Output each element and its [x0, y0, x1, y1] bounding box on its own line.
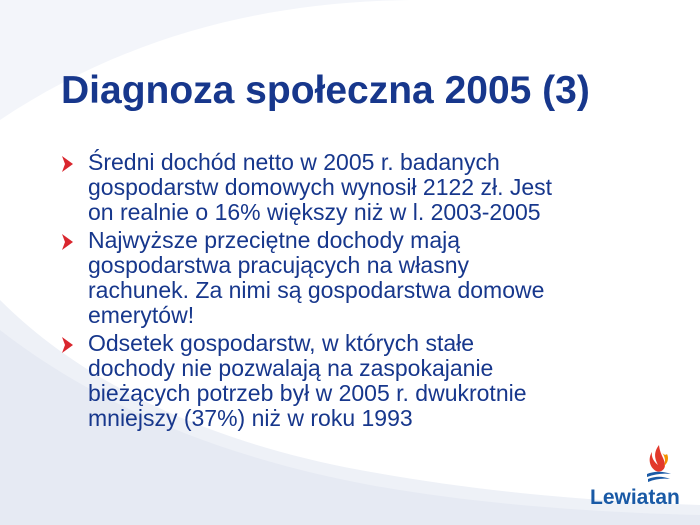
bullet-text-line: gospodarstwa pracujących na własny — [88, 252, 469, 278]
bullet-item — [62, 150, 682, 225]
bullet-text-line: bieżących potrzeb był w 2005 r. dwukrotnie — [88, 380, 527, 406]
bullet-text-line: on realnie o 16% większy niż w l. 2003-2005 — [88, 199, 541, 225]
red-chevron-icon — [62, 156, 73, 172]
bullet-text-line: Odsetek gospodarstw, w których stałe — [88, 330, 475, 356]
bullet-text-line: Najwyższe przeciętne dochody mają — [88, 227, 461, 253]
bullet-text-line: gospodarstw domowych wynosił 2122 zł. Jest — [88, 174, 553, 200]
bullet-text-line: rachunek. Za nimi są gospodarstwa domowe — [88, 277, 545, 303]
lewiatan-logo — [590, 443, 686, 513]
bullet-list — [62, 150, 682, 434]
bullet-text-line: dochody nie pozwalają na zaspokajanie — [88, 355, 494, 381]
bullet-item — [62, 228, 682, 328]
bullet-text-line: Średni dochód netto w 2005 r. badanych — [88, 149, 500, 175]
red-chevron-icon — [62, 337, 73, 353]
bullet-item — [62, 331, 682, 431]
slide-title: Diagnoza społeczna 2005 (3) — [61, 69, 590, 112]
bullet-text-line: mniejszy (37%) niż w roku 1993 — [88, 405, 413, 431]
red-chevron-icon — [62, 234, 73, 250]
bullet-text-line: emerytów! — [88, 302, 195, 328]
logo-text: Lewiatan — [590, 486, 680, 509]
lewiatan-flame-icon — [646, 443, 672, 483]
